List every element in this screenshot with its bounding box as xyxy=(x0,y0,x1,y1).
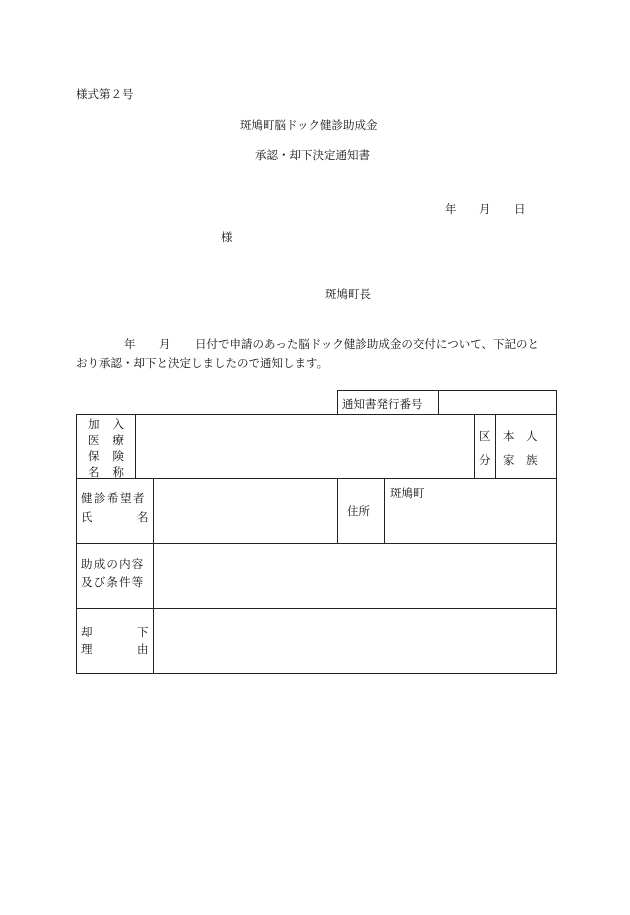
reject-label-b1: 理 xyxy=(81,642,93,656)
date-day-label: 日 xyxy=(514,202,526,216)
insurance-name-label xyxy=(88,416,124,479)
applicant-label-line1: 健診希望者 xyxy=(81,491,146,505)
document-title-line2: 承認・却下決定通知書 xyxy=(255,148,370,162)
reject-label-a1: 却 xyxy=(81,625,93,639)
address-label: 住所 xyxy=(347,504,370,518)
body-year: 年 xyxy=(124,337,136,351)
addressee-suffix: 様 xyxy=(221,230,233,244)
table-row-divider-3 xyxy=(76,608,557,609)
date-month-label: 月 xyxy=(479,202,491,216)
content-label-line2: 及び条件等 xyxy=(81,575,145,589)
kubun-left-divider xyxy=(474,414,475,479)
notice-box-left-border xyxy=(337,390,338,415)
table-left-border xyxy=(76,414,77,674)
notice-box-top-border xyxy=(337,390,556,391)
reject-label-a2: 下 xyxy=(137,625,149,639)
body-month: 月 xyxy=(159,337,171,351)
label-char: 加 xyxy=(88,417,100,431)
notice-number-label: 通知書発行番号 xyxy=(342,397,423,411)
reject-label-b2: 由 xyxy=(137,642,149,656)
body-line2: おり承認・却下と決定しましたので通知します。 xyxy=(76,356,329,370)
issuer-name: 斑鳩町長 xyxy=(325,287,371,301)
document-title-line1: 斑鳩町脳ドック健診助成金 xyxy=(240,118,378,132)
notice-number-field[interactable] xyxy=(443,396,551,412)
kubun-label-char1: 区 xyxy=(479,429,491,443)
kubun-right-divider xyxy=(495,414,496,479)
kubun-label-char2: 分 xyxy=(479,453,491,467)
address-label-right-divider xyxy=(384,478,385,544)
applicant-name-field[interactable] xyxy=(158,484,332,538)
applicant-label-char-a: 氏 xyxy=(81,510,93,524)
insurance-name-field[interactable] xyxy=(140,420,470,474)
address-label-left-divider xyxy=(337,478,338,544)
insurance-label-divider xyxy=(135,414,136,479)
label-char: 名 xyxy=(88,465,100,479)
label-column-divider xyxy=(153,478,154,674)
form-number: 様式第２号 xyxy=(76,87,134,101)
label-char: 医 xyxy=(88,433,100,447)
content-label-line1: 助成の内容 xyxy=(81,557,145,571)
table-top-border xyxy=(76,414,557,415)
date-year-label: 年 xyxy=(445,202,457,216)
notice-box-divider xyxy=(438,390,439,415)
content-field[interactable] xyxy=(158,548,552,604)
label-char: 険 xyxy=(112,449,124,463)
label-char: 称 xyxy=(112,465,124,479)
table-row-divider-2 xyxy=(76,543,557,544)
body-line1: 日付で申請のあった脳ドック健診助成金の交付について、下記のと xyxy=(195,337,539,351)
label-char: 保 xyxy=(88,449,100,463)
table-row-divider-1 xyxy=(76,478,557,479)
table-bottom-border xyxy=(76,673,557,674)
kubun-option-family[interactable]: 家 族 xyxy=(503,453,538,467)
label-char: 入 xyxy=(112,417,124,431)
label-char: 療 xyxy=(112,433,124,447)
kubun-option-self[interactable]: 本 人 xyxy=(503,429,538,443)
table-right-border xyxy=(556,390,557,674)
address-field[interactable]: 斑鳩町 xyxy=(390,486,425,500)
reject-reason-field[interactable] xyxy=(158,613,552,669)
applicant-label-char-b: 名 xyxy=(137,510,149,524)
